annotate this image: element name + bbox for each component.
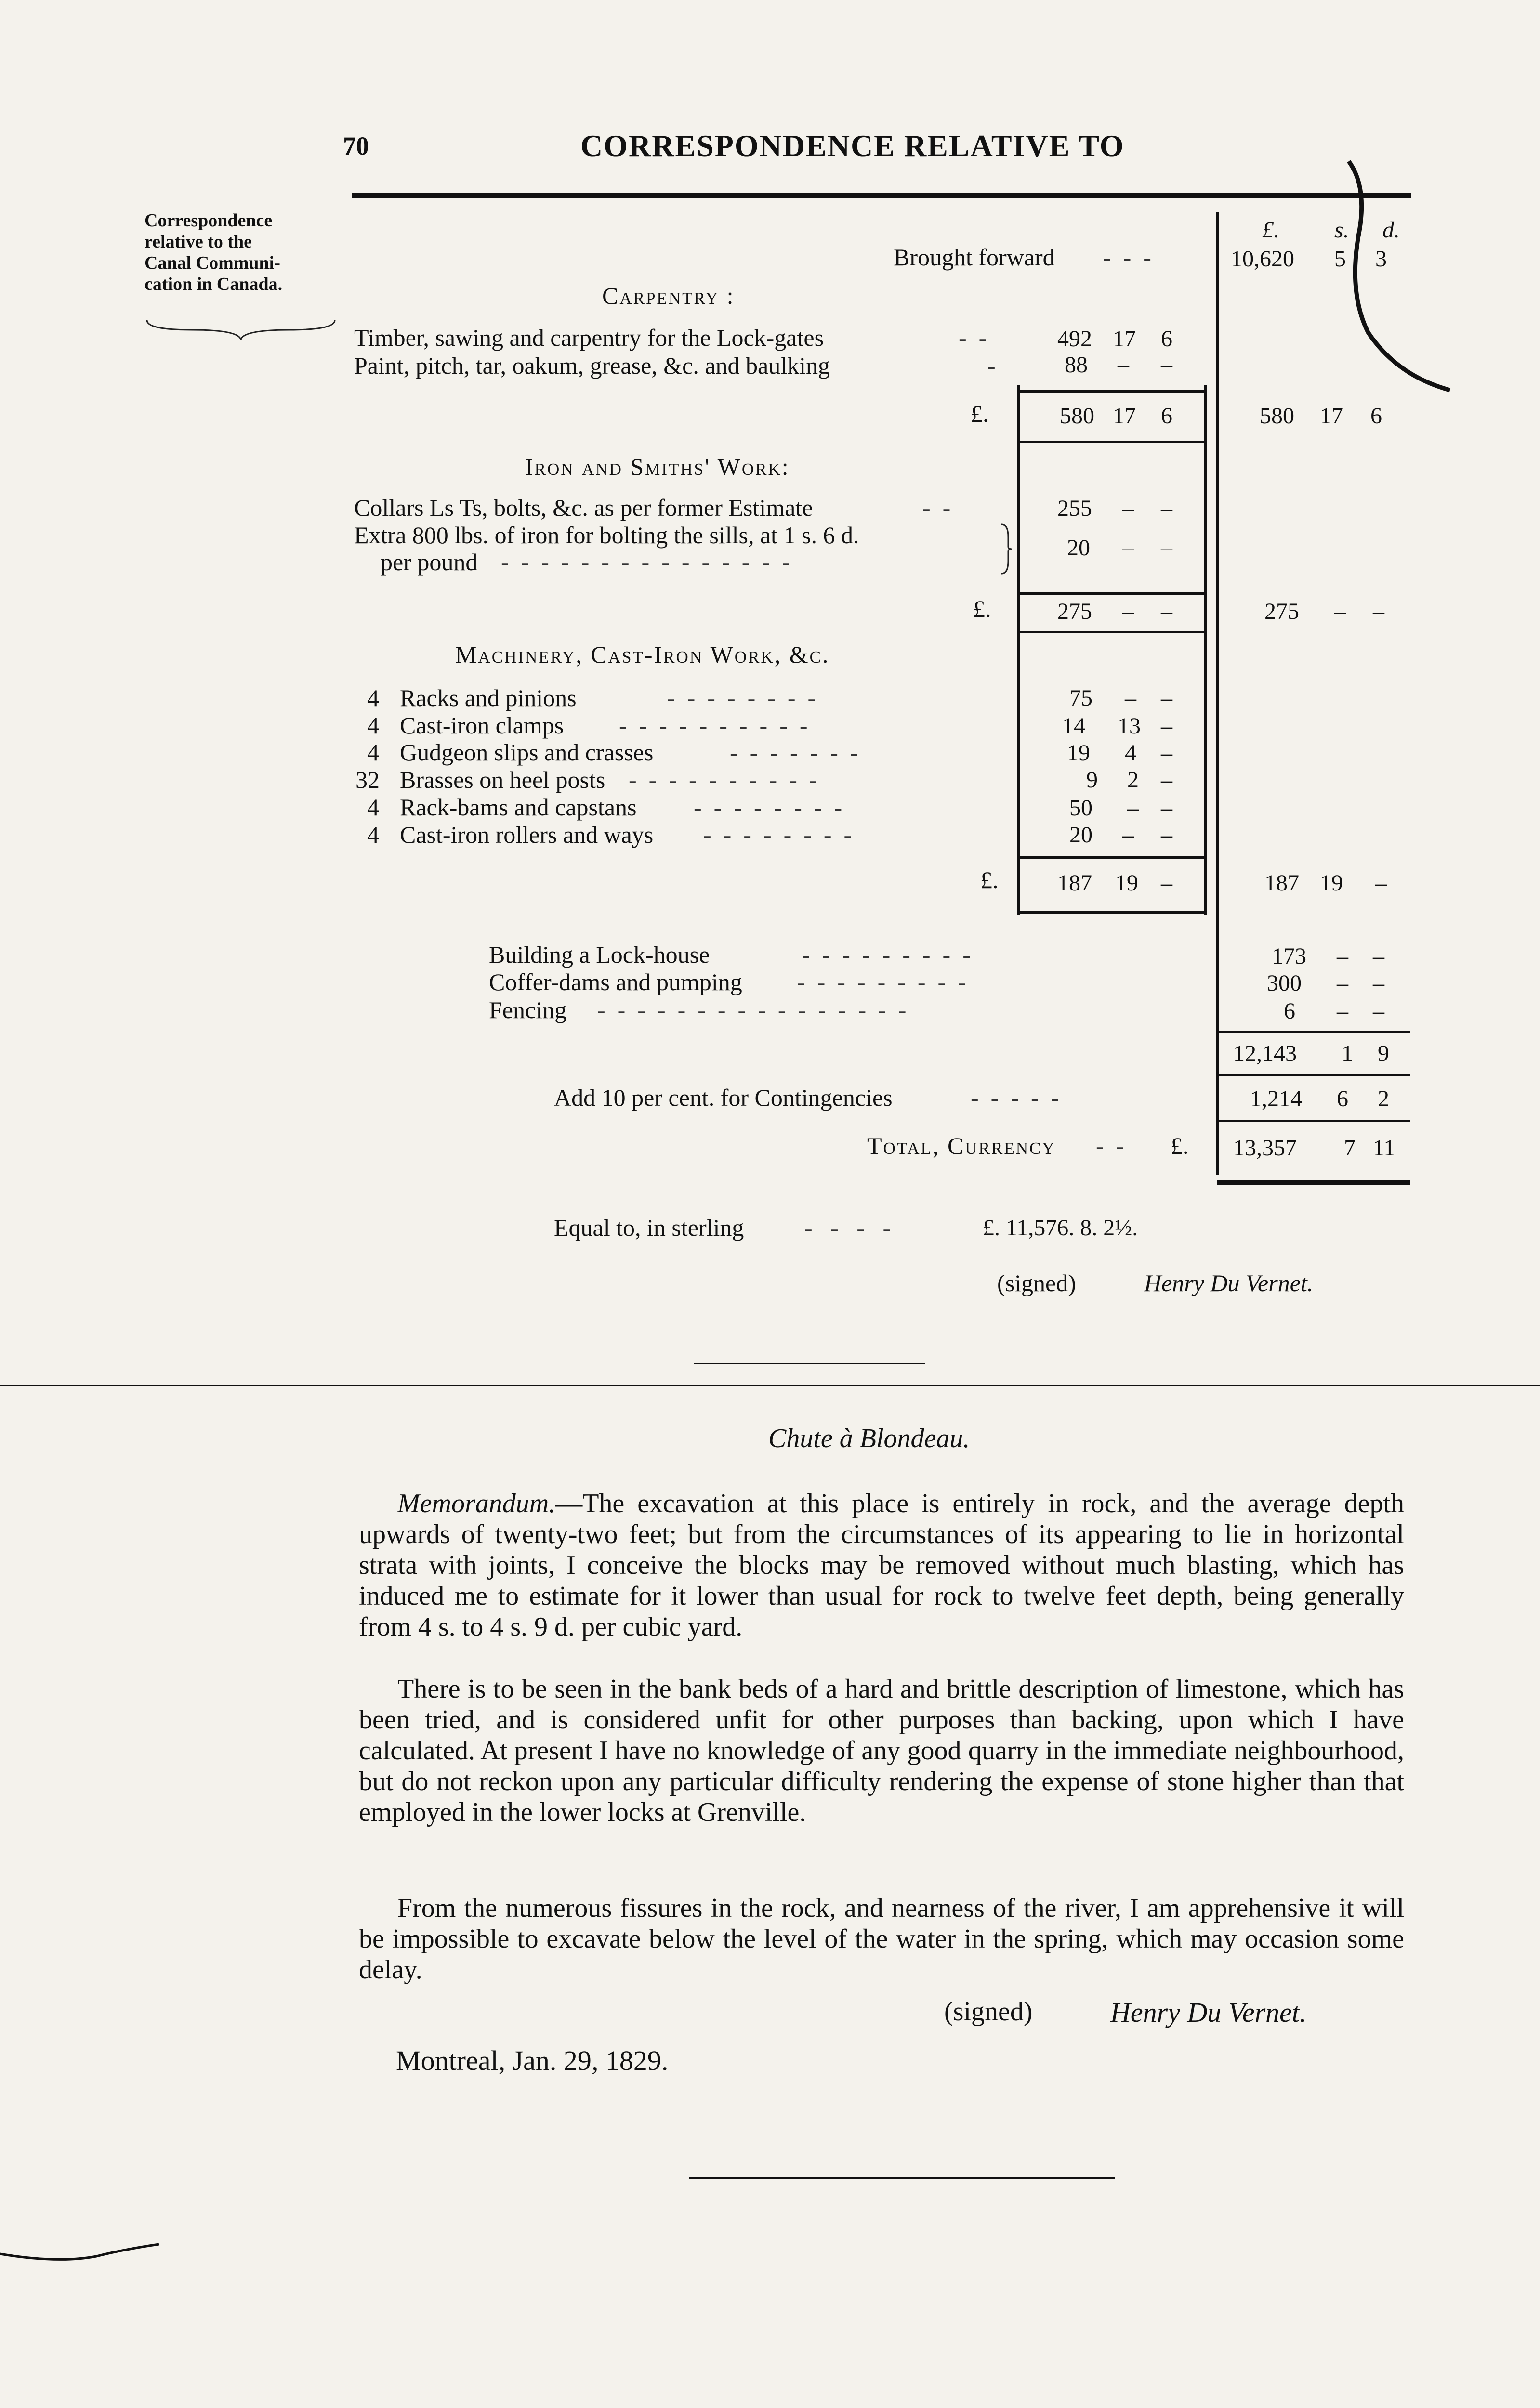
item-pounds: 20: [1067, 535, 1090, 561]
item-shillings: –: [1337, 998, 1348, 1024]
leader-dots: - - -: [1103, 244, 1151, 271]
item-shillings: –: [1125, 685, 1136, 711]
item-shillings: –: [1122, 822, 1134, 848]
page-title: CORRESPONDENCE RELATIVE TO: [580, 129, 1125, 163]
item-label: Extra 800 lbs. of iron for bolting the sills, at 1 s. 6 d.: [354, 522, 859, 549]
sum-rule: [1217, 1074, 1410, 1076]
contingencies-pounds: 1,214: [1250, 1086, 1302, 1112]
subtotal-rule: [1017, 911, 1205, 914]
item-label: Collars Ls Ts, bolts, &c. as per former Estimate: [354, 494, 813, 521]
side-note-line: relative to the: [145, 232, 252, 252]
pence-head: d.: [1382, 217, 1400, 243]
subtotal-rule: [1017, 856, 1205, 859]
memo-signature-name: Henry Du Vernet.: [1110, 1997, 1307, 2028]
item-pence: –: [1373, 998, 1384, 1024]
item-label: Brasses on heel posts: [400, 766, 605, 793]
leader-dots: - - - - - - - - - -: [619, 712, 808, 739]
item-shillings: –: [1337, 970, 1348, 996]
item-label: Gudgeon slips and crasses: [400, 739, 654, 766]
item-pounds: 9: [1086, 767, 1098, 793]
side-note-line: Canal Communi-: [145, 253, 280, 273]
sum-pence: 9: [1378, 1041, 1389, 1066]
section-heading-iron: Iron and Smiths' Work:: [525, 453, 790, 480]
column-rule: [1017, 385, 1020, 915]
item-label: Racks and pinions: [400, 684, 577, 711]
total-pence: 11: [1373, 1135, 1395, 1161]
subtotal-mark: £.: [971, 400, 989, 427]
header-rule: [352, 193, 1411, 198]
subtotal-pounds: 187: [1057, 870, 1092, 896]
subtotal-rule: [1017, 441, 1205, 443]
item-qty: 4: [367, 821, 379, 848]
item-qty: 32: [355, 766, 380, 793]
memo-paragraph: [359, 1488, 1404, 1642]
memo-paragraph: There is to be seen in the bank beds of a hard and brittle description of limestone, which has been tried, and is considered unfit for other purposes than backing, upon which I have calculated. At present I have no knowledge of any good quarry in the immediate neighbourhood, but do not reckon upon any particular difficulty rendering the expense of stone higher than that employed in the lower locks at Grenville.: [359, 1674, 1404, 1827]
item-pounds: 20: [1069, 822, 1092, 848]
item-shillings: –: [1122, 496, 1134, 521]
bracket: [1000, 523, 1014, 576]
item-label: Paint, pitch, tar, oakum, grease, &c. and baulking: [354, 352, 830, 379]
item-pounds: 492: [1057, 326, 1092, 352]
item-qty: 4: [367, 684, 379, 711]
item-label-continued: per pound: [381, 549, 478, 576]
pounds-head: £.: [1262, 217, 1279, 243]
leader-dots: - - - - - - -: [730, 739, 858, 766]
memo-lead: Memorandum.: [397, 1489, 556, 1518]
leader-dots: - - - - - - - - -: [797, 968, 966, 995]
item-shillings: –: [1122, 535, 1134, 561]
contingencies-pence: 2: [1378, 1086, 1389, 1112]
item-pence: –: [1161, 685, 1172, 711]
total-shillings: 7: [1344, 1135, 1356, 1161]
sum-rule: [1217, 1120, 1410, 1122]
subtotal-mark: £.: [980, 866, 999, 893]
signed-label: (signed): [997, 1269, 1076, 1296]
item-label: Coffer-dams and pumping: [489, 968, 742, 995]
subtotal-pence: 6: [1161, 403, 1172, 429]
subtotal-rule: [1017, 592, 1205, 595]
item-qty: 4: [367, 739, 379, 766]
item-label: Cast-iron clamps: [400, 712, 564, 739]
memo-title: Chute à Blondeau.: [768, 1424, 970, 1453]
item-pounds: 300: [1267, 970, 1302, 996]
item-shillings: –: [1127, 795, 1139, 821]
brought-forward-pounds: 10,620: [1231, 246, 1294, 272]
item-shillings: –: [1118, 352, 1129, 378]
section-heading-machinery: Machinery, Cast-Iron Work, &c.: [455, 641, 830, 668]
page-number: 70: [343, 131, 369, 160]
leader-dots: - - - - - - - - -: [802, 941, 971, 968]
brought-forward-label: Brought forward: [894, 244, 1055, 271]
contingencies-label: Add 10 per cent. for Contingencies: [554, 1084, 893, 1111]
carried-shillings: 17: [1320, 403, 1343, 429]
item-qty: 4: [367, 712, 379, 739]
item-label: Building a Lock-house: [489, 941, 710, 968]
brought-forward-pence: 3: [1375, 246, 1387, 272]
leader-dots: - -: [1096, 1132, 1124, 1159]
leader-dots: - - - - - - - - - - - - - - -: [501, 549, 790, 576]
brought-forward-shillings: 5: [1334, 246, 1346, 272]
item-pence: –: [1161, 740, 1172, 766]
item-shillings: 17: [1113, 326, 1136, 352]
carried-shillings: –: [1334, 599, 1346, 624]
item-pounds: 6: [1284, 998, 1295, 1024]
carried-pounds: 275: [1264, 599, 1299, 624]
page-divider: [0, 1385, 1540, 1386]
carried-shillings: 19: [1320, 870, 1343, 896]
section-heading-carpentry: Carpentry :: [602, 282, 735, 309]
memo-signed-label: (signed): [944, 1997, 1033, 2027]
carried-pounds: 580: [1260, 403, 1294, 429]
subtotal-pounds: 275: [1057, 599, 1092, 624]
item-label: Fencing: [489, 996, 567, 1023]
item-pounds: 75: [1069, 685, 1092, 711]
item-label: Timber, sawing and carpentry for the Lock-gates: [354, 324, 824, 351]
item-pounds: 88: [1065, 352, 1088, 378]
item-qty: 4: [367, 794, 379, 821]
total-mark: £.: [1171, 1132, 1189, 1159]
item-pence: –: [1161, 352, 1172, 378]
subtotal-rule: [1017, 631, 1205, 633]
subtotal-shillings: 19: [1115, 870, 1138, 896]
carried-pence: –: [1375, 870, 1387, 896]
item-shillings: 2: [1127, 767, 1139, 793]
item-pence: 6: [1161, 326, 1172, 352]
total-pounds: 13,357: [1233, 1135, 1297, 1161]
carried-pence: 6: [1370, 403, 1382, 429]
subtotal-pence: –: [1161, 599, 1172, 624]
subtotal-pence: –: [1161, 870, 1172, 896]
item-pence: –: [1161, 822, 1172, 848]
item-pounds: 255: [1057, 496, 1092, 521]
total-label: Total, Currency: [867, 1132, 1056, 1159]
carried-pounds: 187: [1264, 870, 1299, 896]
item-label: Cast-iron rollers and ways: [400, 821, 654, 848]
contingencies-shillings: 6: [1337, 1086, 1348, 1112]
subtotal-pounds: 580: [1060, 403, 1094, 429]
item-label: Rack-bams and capstans: [400, 794, 637, 821]
sum-rule: [1217, 1031, 1410, 1033]
item-pounds: 19: [1067, 740, 1090, 766]
item-pence: –: [1161, 496, 1172, 521]
leader-dots: - -: [922, 494, 951, 521]
memo-text: —The excavation at this place is entirely in rock, and the average depth upwards of twenty-two feet; but from the circumstances of its appearing to lie in horizontal strata with joints, I conceive the blocks may be removed without much blasting, which has induced me to estimate for it lower than usual for rock to twelve feet depth, being generally from 4 s. to 4 s. 9 d. per cubic yard.: [359, 1489, 1404, 1642]
subtotal-rule: [1017, 390, 1205, 393]
sterling-label: Equal to, in sterling: [554, 1214, 744, 1241]
leader-dots: - - - - - - - -: [667, 684, 816, 711]
side-note-line: cation in Canada.: [145, 274, 283, 294]
sum-pounds: 12,143: [1233, 1041, 1297, 1066]
shillings-head: s.: [1334, 217, 1349, 243]
item-shillings: 13: [1118, 713, 1141, 739]
item-pence: –: [1373, 970, 1384, 996]
item-shillings: 4: [1125, 740, 1136, 766]
carried-pence: –: [1373, 599, 1384, 624]
leader-dots: - - - - - - - -: [694, 794, 842, 821]
item-shillings: –: [1337, 943, 1348, 969]
pen-stroke-mark: [0, 2235, 164, 2273]
leader-dots: - - - - - - - - - - - - - - - -: [597, 996, 907, 1023]
total-rule: [1217, 1180, 1410, 1185]
item-pence: –: [1161, 795, 1172, 821]
sterling-value: £. 11,576. 8. 2½.: [983, 1215, 1138, 1241]
leader-dots: - - - - - - - - - -: [629, 766, 817, 793]
signature-name: Henry Du Vernet.: [1144, 1269, 1314, 1296]
leader-dots: - -: [959, 324, 987, 351]
item-pounds: 14: [1062, 713, 1085, 739]
item-pence: –: [1161, 713, 1172, 739]
side-note: [145, 210, 337, 295]
closing-rule: [689, 2177, 1115, 2179]
pen-stroke-mark: [1339, 159, 1469, 400]
leader-dots: - - - - -: [971, 1084, 1059, 1111]
leader-dots: - - - -: [804, 1214, 891, 1241]
item-pounds: 50: [1069, 795, 1092, 821]
item-pence: –: [1161, 767, 1172, 793]
subtotal-shillings: –: [1122, 599, 1134, 624]
item-pence: –: [1161, 535, 1172, 561]
item-pence: –: [1373, 943, 1384, 969]
subtotal-mark: £.: [973, 595, 991, 622]
item-pounds: 173: [1272, 943, 1306, 969]
side-note-line: Correspondence: [145, 210, 273, 231]
short-rule: [694, 1363, 925, 1364]
sum-shillings: 1: [1342, 1041, 1353, 1066]
memo-paragraph: From the numerous fissures in the rock, and nearness of the river, I am apprehensive it will be impossible to excavate below the level of the water in the spring, which may occasion some delay.: [359, 1893, 1404, 1985]
leader-dots: -: [987, 352, 996, 379]
leader-dots: - - - - - - - -: [703, 821, 852, 848]
column-rule: [1204, 385, 1207, 915]
subtotal-shillings: 17: [1113, 403, 1136, 429]
memo-dateline: Montreal, Jan. 29, 1829.: [396, 2045, 669, 2076]
side-note-brace: [145, 318, 337, 342]
